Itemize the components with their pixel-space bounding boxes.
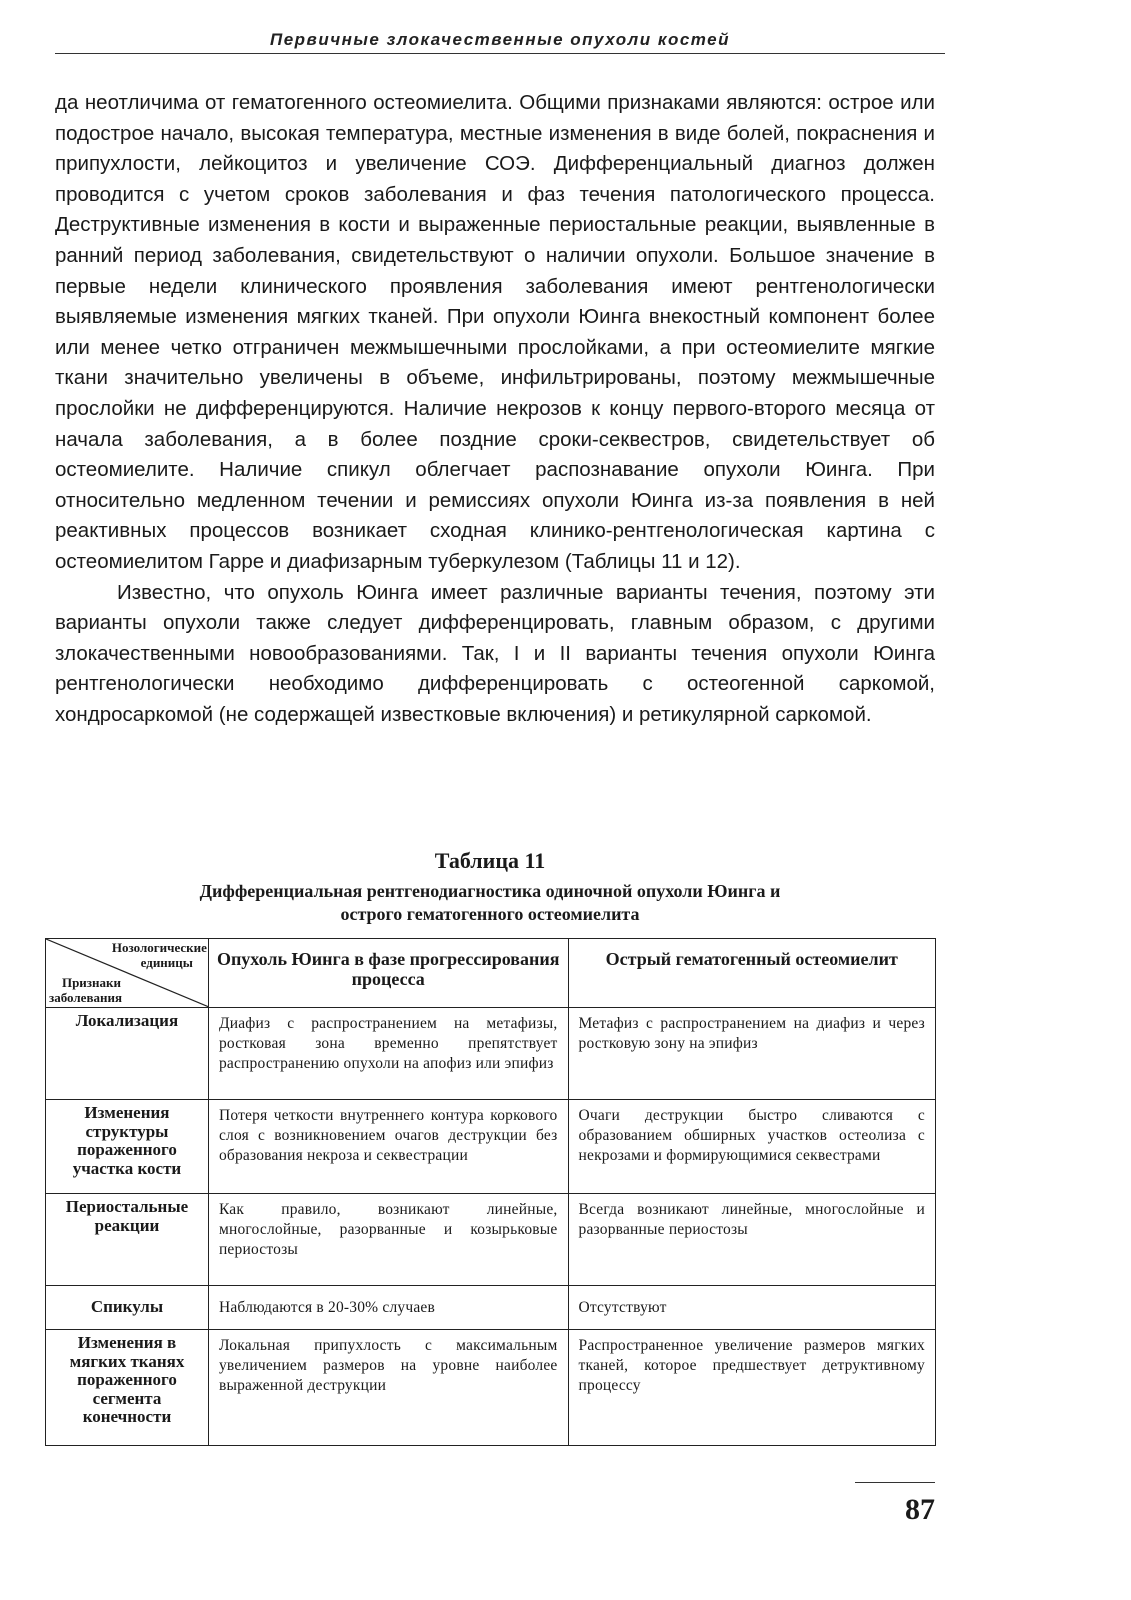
table-cell: Потеря четкости внутреннего контура коркового слоя с возникновением очагов деструкции без образования некроза и секвестрации: [208, 1100, 568, 1194]
table-row: [46, 1330, 936, 1446]
column-header-osteomyelitis: Острый гематогенный остеомиелит: [568, 939, 936, 1008]
table-row: [46, 1008, 936, 1100]
table-row: [46, 1286, 936, 1330]
page-number-rule: [855, 1482, 935, 1483]
table-cell: Диафиз с распространением на метафизы, ростковая зона временно препятствует распространению опухоли на апофиз или эпифиз: [208, 1008, 568, 1100]
column-header-ewing: Опухоль Юинга в фазе прогрессирования процесса: [208, 939, 568, 1008]
row-header: Изменения в мягких тканях пораженного сегмента конечности: [46, 1330, 209, 1446]
row-header: Периостальные реакции: [46, 1194, 209, 1286]
corner-bottom-label: [49, 975, 122, 1005]
corner-top-label: [112, 940, 207, 970]
table-cell: Всегда возникают линейные, многослойные и разорванные периостозы: [568, 1194, 936, 1286]
corner-bottom-line: Признаки: [61, 975, 121, 990]
table-title: Таблица 11: [434, 848, 546, 873]
running-header: Первичные злокачественные опухоли костей: [269, 30, 731, 49]
table-row: [46, 1194, 936, 1286]
table-caption-line: острого гематогенного остеомиелита: [340, 904, 640, 924]
table-row: [46, 1100, 936, 1194]
comparison-table: [45, 938, 936, 1446]
table-cell: Метафиз с распространением на диафиз и через ростковую зону на эпифиз: [568, 1008, 936, 1100]
table-cell: Наблюдаются в 20-30% случаев: [208, 1286, 568, 1330]
table-cell: Отсутствуют: [568, 1286, 936, 1330]
table-header-row: [46, 939, 936, 1008]
table-cell: Локальная припухлость с максимальным увеличением размеров на уровне наиболее выраженной деструкции: [208, 1330, 568, 1446]
header-rule: [55, 53, 945, 54]
table-caption: [145, 880, 835, 926]
row-header: Изменения структуры пораженного участка кости: [46, 1100, 209, 1194]
paragraph: да неотличима от гематогенного остеомиелита. Общими признаками являются: острое или подострое начало, высокая температура, местные изменения в виде болей, покраснения и припухлости, лейкоцитоз и увеличение СОЭ. Дифференциальный диагноз должен проводится с учетом сроков заболевания и фаз течения патологического процесса. Деструктивные изменения в кости и выраженные периостальные реакции, выявленные в ранний период заболевания, свидетельствуют о наличии опухоли. Большое значение в первые недели клинического проявления заболевания имеют рентгенологически выявляемые изменения мягких тканей. При опухоли Юинга внекостный компонент более или менее четко отграничен межмышечными прослойками, а при остеомиелите мягкие ткани значительно увеличены в объеме, инфильтрированы, поэтому межмышечные прослойки не дифференцируются. Наличие некрозов к концу первого-второго месяца от начала заболевания, а в более поздние сроки-секвестров, свидетельствует об остеомиелите. Наличие спикул облегчает распознавание опухоли Юинга. При относительно медленном течении и ремиссиях опухоли Юинга из-за появления в ней реактивных процессов возникает сходная клинико-рентгенологическая картина с остеомиелитом Гарре и диафизарным туберкулезом (Таблицы 11 и 12).: [55, 91, 935, 573]
table-cell: Очаги деструкции быстро сливаются с образованием обширных участков остеолиза с некрозами и формирующимися секвестрами: [568, 1100, 936, 1194]
table-caption-line: Дифференциальная рентгенодиагностика одиночной опухоли Юинга и: [199, 881, 781, 901]
row-header: Локализация: [46, 1008, 209, 1100]
corner-header-cell: [46, 939, 209, 1008]
table-cell: Распространенное увеличение размеров мягких тканей, которое предшествует детруктивному процессу: [568, 1330, 936, 1446]
corner-top-line: единицы: [140, 955, 193, 970]
table-cell: Как правило, возникают линейные, многослойные, разорванные и козырьковые периостозы: [208, 1194, 568, 1286]
page-number: 87: [905, 1493, 935, 1526]
paragraph: Известно, что опухоль Юинга имеет различные варианты течения, поэтому эти варианты опухоли также следует дифференцировать, главным образом, с другими злокачественными новообразованиями. Так, I и II варианты течения опухоли Юинга рентгенологически необходимо дифференцировать с остеогенной саркомой, хондросаркомой (не содержащей известковые включения) и ретикулярной саркомой.: [55, 580, 935, 726]
row-header: Спикулы: [46, 1286, 209, 1330]
corner-top-line: Нозологические: [111, 940, 207, 955]
body-text: [55, 88, 935, 730]
corner-bottom-line: заболевания: [49, 990, 122, 1005]
